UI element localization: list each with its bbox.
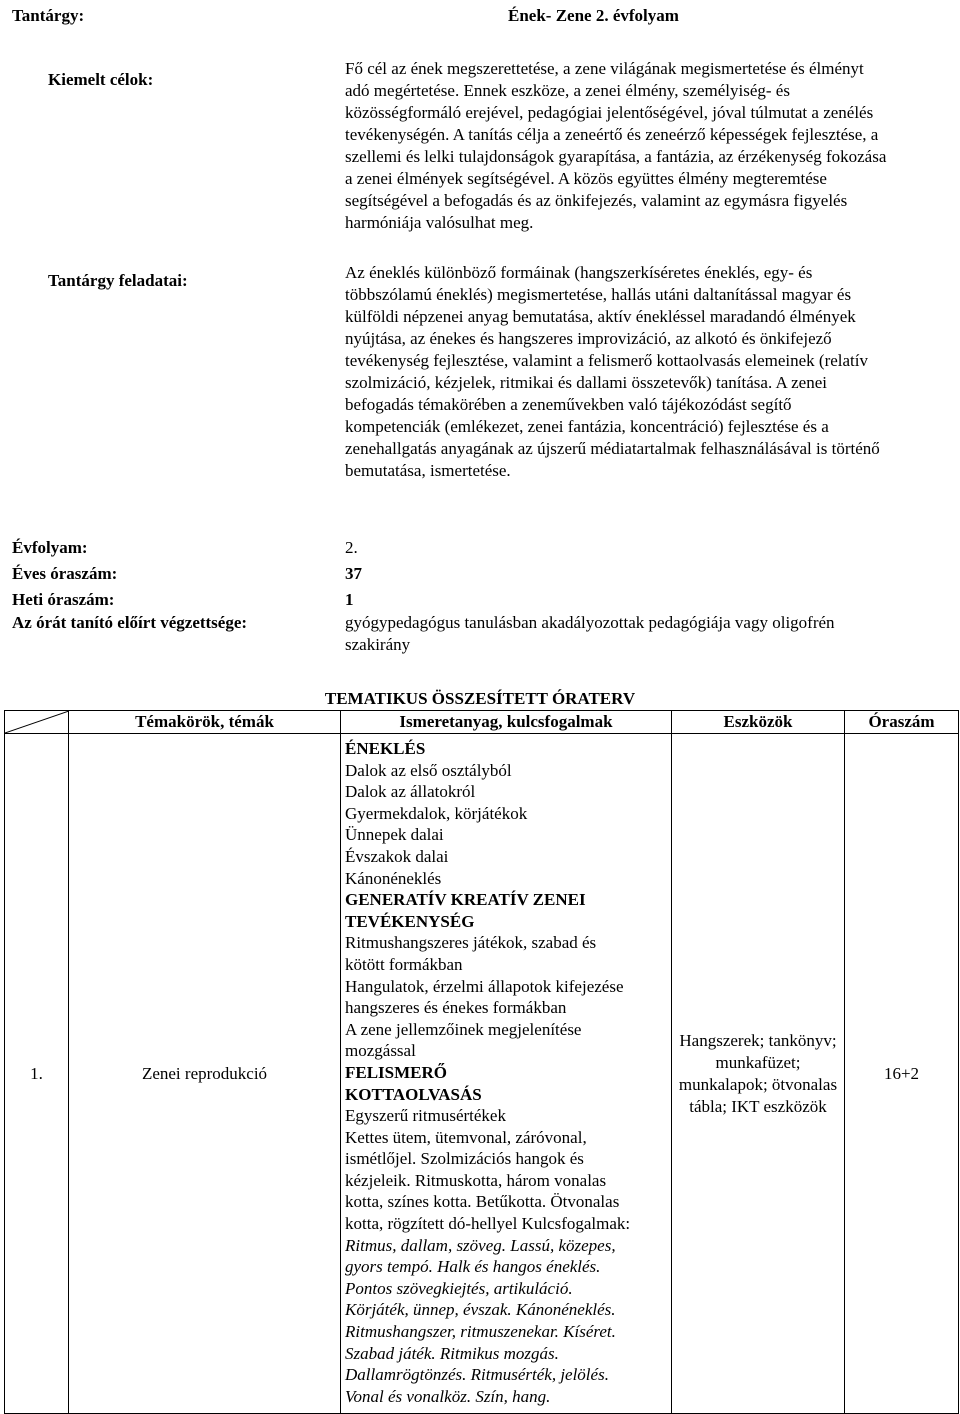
lesson-plan-table: [4, 710, 959, 1414]
subject-value: Ének- Zene 2. évfolyam: [508, 6, 679, 25]
content-line: Vonal és vonalköz. Szín, hang.: [345, 1386, 551, 1406]
diagonal-cell: [5, 711, 69, 734]
goals-line: tevékenységén. A tanítás célja a zeneértő és zeneérző képességek fejlesztése, a: [345, 125, 879, 144]
header-tools: Eszközök: [672, 711, 845, 734]
content-line: Ritmus, dallam, szöveg. Lassú, közepes,: [345, 1235, 616, 1255]
tasks-label: Tantárgy feladatai:: [48, 271, 188, 290]
table-title: TEMATIKUS ÖSSZESÍTETT ÓRATERV: [324, 689, 636, 708]
annual-hours-value: 37: [345, 564, 362, 583]
content-line: kotta, rögzített dó-hellyel Kulcsfogalmak:: [345, 1214, 631, 1234]
table-header-row: [5, 711, 959, 734]
header-content: Ismeretanyag, kulcsfogalmak: [341, 711, 672, 734]
content-line: kotta, színes kotta. Betűkotta. Ötvonalas: [345, 1192, 620, 1212]
content-line: ÉNEKLÉS: [345, 739, 426, 758]
tasks-line: szolmizáció, kézjelek, ritmikai és dallami összetevők) tanítása. A zenei: [345, 373, 827, 392]
annual-hours-label: Éves óraszám:: [12, 564, 118, 583]
content-line: ismétlőjel. Szolmizációs hangok és: [345, 1149, 584, 1169]
goals-label: Kiemelt célok:: [48, 70, 154, 89]
content-line: TEVÉKENYSÉG: [345, 911, 475, 931]
goals-line: segítségével a befogadás és az önkifejezés, valamint az egymásra figyelés: [345, 191, 848, 210]
content-line: Ritmushangszeres játékok, szabad és: [345, 933, 597, 953]
content-line: Szabad játék. Ritmikus mozgás.: [345, 1343, 559, 1363]
goals-text: [345, 58, 925, 234]
row-content: [341, 734, 672, 1414]
content-line: gyors tempó. Halk és hangos éneklés.: [345, 1257, 601, 1277]
content-line: Ünnepek dalai: [345, 825, 444, 845]
content-line: Hangulatok, érzelmi állapotok kifejezése: [345, 976, 624, 996]
content-line: Pontos szövegkiejtés, artikuláció.: [345, 1278, 573, 1298]
content-line: hangszeres és énekes formákban: [345, 998, 567, 1018]
tasks-line: bemutatása, ismertetése.: [345, 461, 511, 480]
content-line: Kettes ütem, ütemvonal, záróvonal,: [345, 1127, 587, 1147]
content-line: Dallamrögtönzés. Ritmusérték, jelölés.: [345, 1365, 609, 1385]
content-line: Gyermekdalok, körjátékok: [345, 803, 528, 823]
content-line: GENERATÍV KREATÍV ZENEI: [345, 890, 586, 910]
goals-line: harmóniája valósulhat meg.: [345, 213, 534, 232]
qualification-line: gyógypedagógus tanulásban akadályozottak pedagógiája vagy oligofrén: [345, 613, 835, 632]
tasks-line: nyújtása, az énekes és hangszeres improvizáció, az alkotó és önkifejező: [345, 329, 832, 348]
subject-label: Tantárgy:: [12, 6, 85, 25]
weekly-hours-value: 1: [345, 590, 354, 609]
content-line: Dalok az első osztályból: [345, 760, 512, 780]
header-topics: Témakörök, témák: [69, 711, 341, 734]
tasks-text: [345, 262, 925, 482]
tasks-line: többszólamú éneklés) megismertetése, hallás utáni daltanítással magyar és: [345, 285, 852, 304]
row-hours: 16+2: [845, 734, 959, 1414]
content-line: Ritmushangszer, ritmuszenekar. Kíséret.: [345, 1322, 616, 1342]
tasks-line: tevékenység fejlesztése, valamint a felismerő kottaolvasás elemeinek (relatív: [345, 351, 869, 370]
grade-label: Évfolyam:: [12, 538, 88, 557]
goals-line: adó megértetése. Ennek eszköze, a zenei élmény, személyiség- és: [345, 81, 790, 100]
content-line: Dalok az állatokról: [345, 782, 476, 802]
qualification-label: Az órát tanító előírt végzettsége:: [12, 613, 248, 632]
tasks-line: kompetenciák (emlékezet, zenei fantázia, koncentráció) fejlesztése és a: [345, 417, 829, 436]
qualification-line: szakirány: [345, 635, 411, 654]
tasks-line: külföldi népzenei anyag bemutatása, aktív énekléssel maradandó élmények: [345, 307, 856, 326]
goals-line: közösségformáló erejével, pedagógiai jelentőségével, jóval túlmutat a zenélés: [345, 103, 874, 122]
content-line: Évszakok dalai: [345, 846, 449, 866]
row-topic: Zenei reprodukció: [69, 734, 341, 1414]
grade-value: 2.: [345, 538, 358, 557]
tasks-line: zenehallgatás anyagának az újszerű médiatartalmak felhasználásával is történő: [345, 439, 880, 458]
weekly-hours-label: Heti óraszám:: [12, 590, 115, 609]
goals-line: szellemi és lelki tulajdonságok gyarapítása, a fantázia, az érzékenység fokozása: [345, 147, 887, 166]
header-hours: Óraszám: [845, 711, 959, 734]
row-tools: Hangszerek; tankönyv; munkafüzet; munkalapok; ötvonalas tábla; IKT eszközök: [672, 734, 845, 1414]
content-line: A zene jellemzőinek megjelenítése: [345, 1019, 582, 1039]
content-line: FELISMERŐ: [345, 1062, 448, 1082]
content-line: kötött formákban: [345, 954, 463, 974]
tasks-line: befogadás témakörében a zeneművekben való tájékozódást segítő: [345, 395, 792, 414]
content-line: Kánonéneklés: [345, 868, 442, 888]
content-line: Egyszerű ritmusértékek: [345, 1106, 506, 1126]
table-row: [5, 734, 959, 1414]
content-line: KOTTAOLVASÁS: [345, 1084, 482, 1104]
content-line: kézjeleik. Ritmuskotta, három vonalas: [345, 1170, 607, 1190]
goals-line: Fő cél az ének megszerettetése, a zene világának megismertetése és élményt: [345, 59, 864, 78]
content-line: mozgással: [345, 1041, 416, 1061]
diagonal-line: [5, 711, 69, 733]
row-number: 1.: [5, 734, 69, 1414]
content-line: Körjáték, ünnep, évszak. Kánonéneklés.: [345, 1300, 616, 1320]
tasks-line: Az éneklés különböző formáinak (hangszerkíséretes éneklés, egy- és: [345, 263, 813, 282]
goals-line: a zenei élmények segítségével. A közös együttes élmény megteremtése: [345, 169, 827, 188]
